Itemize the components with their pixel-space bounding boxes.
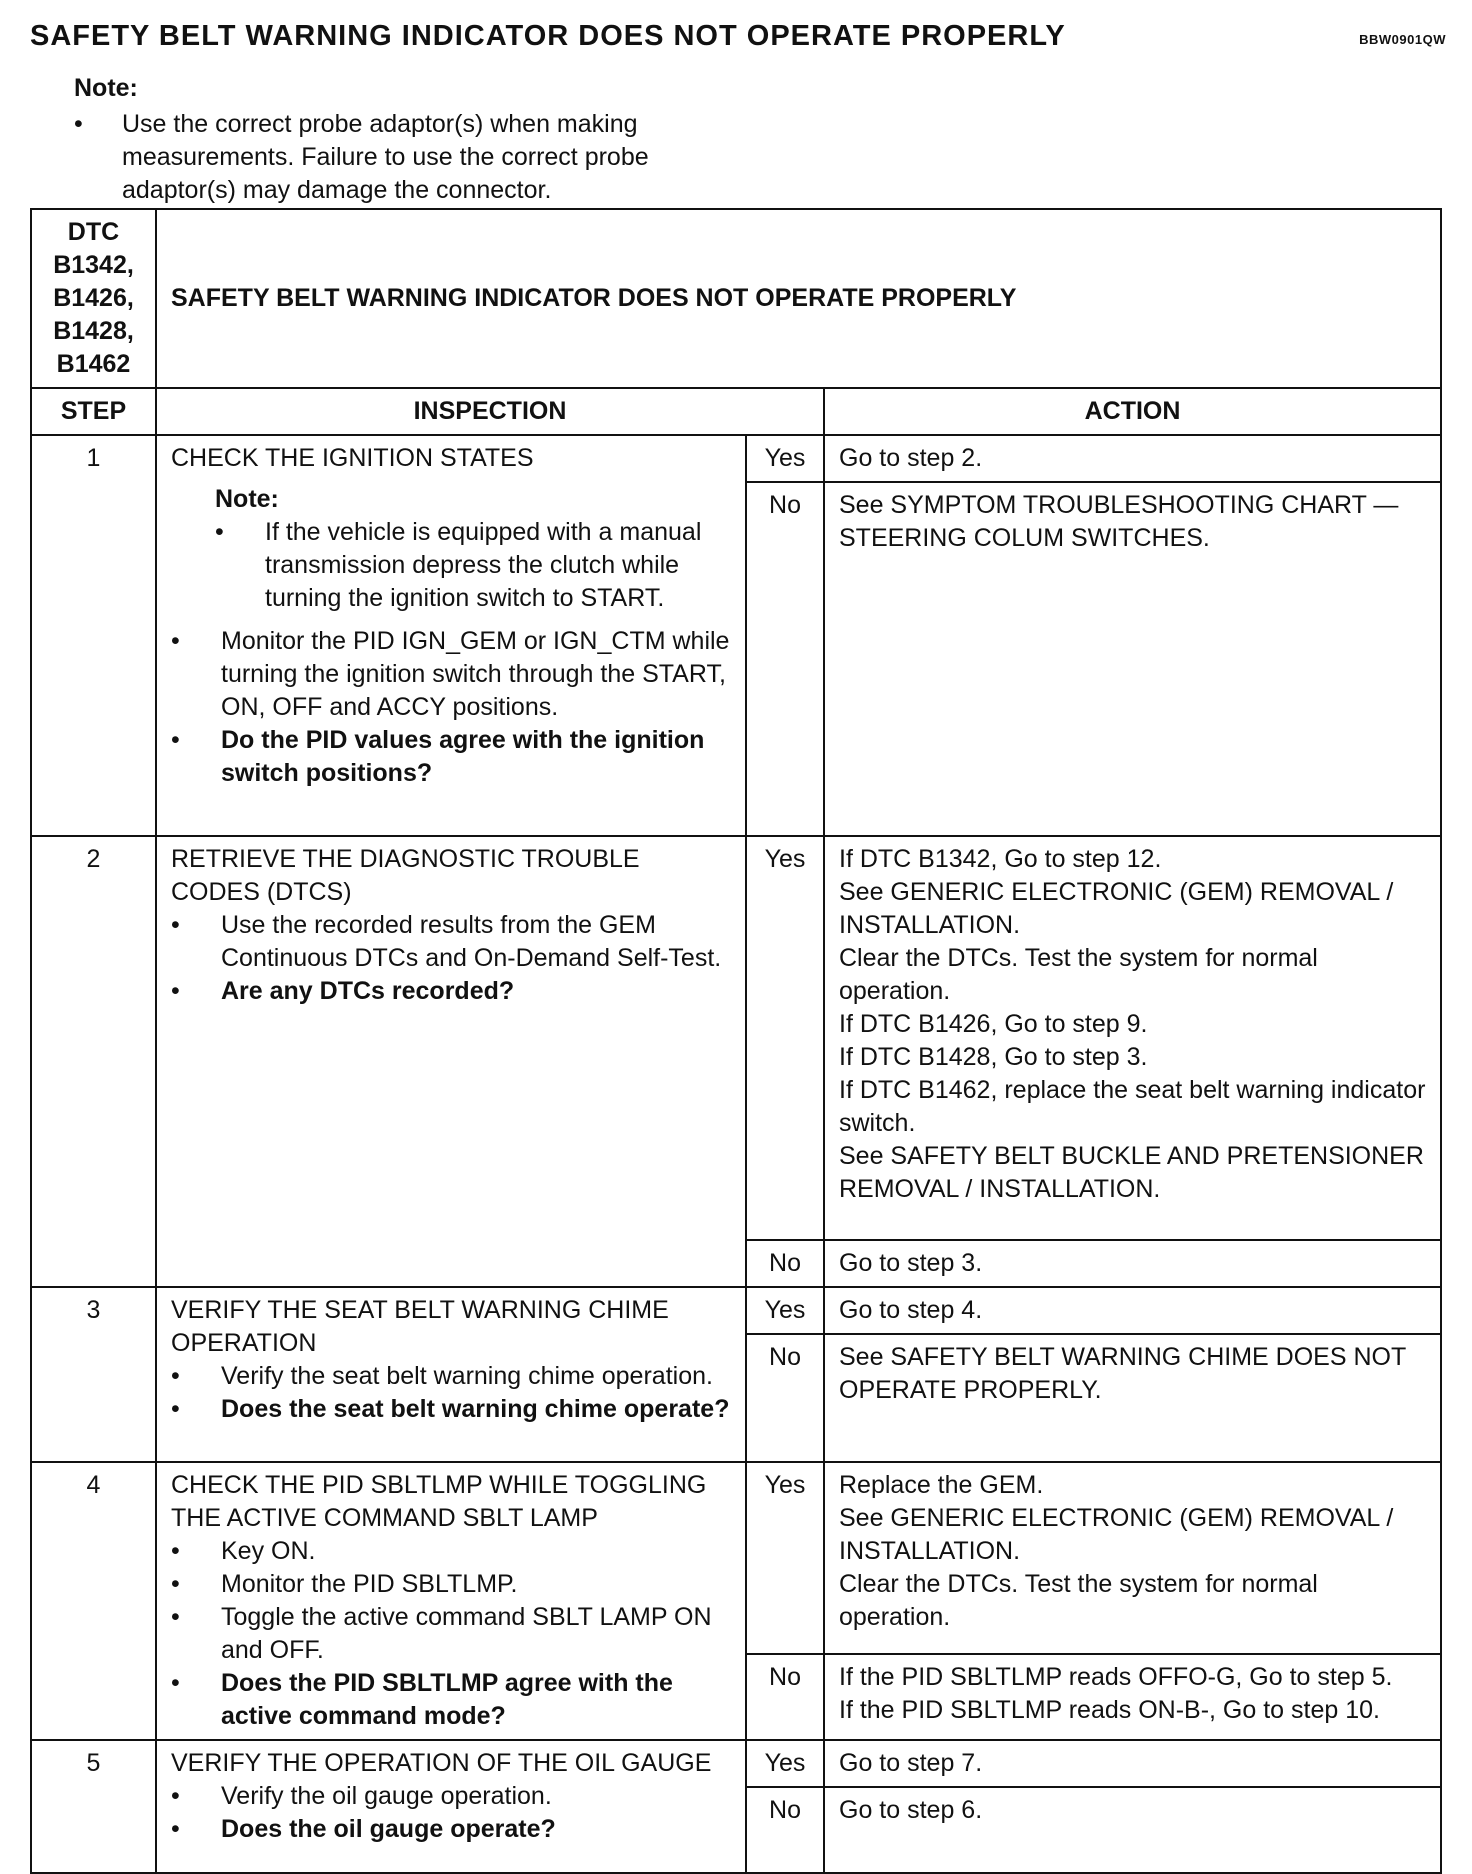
- step-question: Are any DTCs recorded?: [221, 977, 515, 1005]
- step-bullet: Monitor the PID SBLTLMP.: [221, 1570, 518, 1598]
- step-note-label: Note:: [215, 485, 279, 513]
- dtc-header-row: [31, 209, 1441, 388]
- step-number: 5: [31, 1740, 156, 1873]
- action-line: Clear the DTCs. Test the system for normal operation.: [839, 1570, 1318, 1631]
- bullet-icon: •: [171, 1395, 180, 1423]
- step-note: [171, 483, 731, 615]
- step-number: 2: [31, 836, 156, 1287]
- action-line: If DTC B1462, replace the seat belt warning indicator switch.: [839, 1076, 1426, 1137]
- action-line: See SAFETY BELT BUCKLE AND PRETENSIONER REMOVAL / INSTALLATION.: [839, 1142, 1424, 1203]
- note-text: Use the correct probe adaptor(s) when making measurements. Failure to use the correct probe adaptor(s) may damage the connector.: [122, 110, 649, 204]
- step-bullet: Key ON.: [221, 1537, 316, 1565]
- yes-label: Yes: [746, 435, 824, 482]
- table-row: [31, 836, 1441, 1240]
- step-bullet: Verify the oil gauge operation.: [221, 1782, 552, 1810]
- step-number: 3: [31, 1287, 156, 1462]
- col-inspection: INSPECTION: [156, 388, 824, 435]
- bullet-icon: •: [171, 1669, 180, 1697]
- yes-action: [824, 1462, 1441, 1654]
- step-bullet: Verify the seat belt warning chime operation.: [221, 1362, 713, 1390]
- step-title: CHECK THE IGNITION STATES: [171, 444, 534, 472]
- no-action: See SAFETY BELT WARNING CHIME DOES NOT OPERATE PROPERLY.: [824, 1334, 1441, 1462]
- diagnostic-table: [30, 208, 1442, 1874]
- step-bullet: Monitor the PID IGN_GEM or IGN_CTM while turning the ignition switch through the START, ON, OFF and ACCY positions.: [221, 627, 730, 721]
- step-bullet: Use the recorded results from the GEM Continuous DTCs and On-Demand Self-Test.: [221, 911, 722, 972]
- step-title: RETRIEVE THE DIAGNOSTIC TROUBLE CODES (DTCS): [171, 845, 640, 906]
- column-header-row: [31, 388, 1441, 435]
- yes-action: Go to step 7.: [824, 1740, 1441, 1787]
- action-line: See GENERIC ELECTRONIC (GEM) REMOVAL / INSTALLATION.: [839, 1504, 1394, 1565]
- action-line: Clear the DTCs. Test the system for normal operation.: [839, 944, 1318, 1005]
- bullet-icon: •: [171, 911, 180, 939]
- dtc-title: SAFETY BELT WARNING INDICATOR DOES NOT OPERATE PROPERLY: [156, 209, 1441, 388]
- action-line: If DTC B1342, Go to step 12.: [839, 845, 1162, 873]
- bullet-icon: •: [171, 1603, 180, 1631]
- action-line: See GENERIC ELECTRONIC (GEM) REMOVAL / INSTALLATION.: [839, 878, 1394, 939]
- bullet-icon: •: [215, 518, 224, 546]
- table-row: [31, 1462, 1441, 1654]
- bullet-icon: •: [171, 977, 180, 1005]
- note-bullet: [74, 108, 754, 207]
- no-action: Go to step 3.: [824, 1240, 1441, 1287]
- yes-label: Yes: [746, 1287, 824, 1334]
- note-label: Note:: [74, 74, 138, 102]
- no-label: No: [746, 1334, 824, 1462]
- action-line: If DTC B1426, Go to step 9.: [839, 1010, 1148, 1038]
- bullet-icon: •: [171, 627, 180, 655]
- action-line: If the PID SBLTLMP reads OFFO-G, Go to step 5.: [839, 1663, 1393, 1692]
- action-line: Replace the GEM.: [839, 1471, 1044, 1499]
- yes-label: Yes: [746, 1740, 824, 1787]
- page-title: SAFETY BELT WARNING INDICATOR DOES NOT OPERATE PROPERLY: [30, 20, 1066, 52]
- step-question: Does the oil gauge operate?: [221, 1815, 556, 1843]
- bullet-icon: •: [171, 726, 180, 754]
- step-inspection: [156, 1287, 746, 1462]
- step-inspection: [156, 1740, 746, 1873]
- step-note-text: If the vehicle is equipped with a manual transmission depress the clutch while turning the ignition switch to START.: [265, 518, 702, 612]
- step-inspection: [156, 1462, 746, 1740]
- col-action: ACTION: [824, 388, 1441, 435]
- step-number: 4: [31, 1462, 156, 1740]
- dtc-codes: [31, 209, 156, 388]
- yes-label: Yes: [746, 836, 824, 1240]
- step-question: Does the PID SBLTLMP agree with the active command mode?: [221, 1669, 673, 1730]
- step-question: Do the PID values agree with the ignition switch positions?: [221, 726, 705, 787]
- document-code: BBW0901QW: [1359, 32, 1446, 47]
- step-number: 1: [31, 435, 156, 836]
- step-question: Does the seat belt warning chime operate?: [221, 1395, 730, 1423]
- bullet-icon: •: [171, 1782, 180, 1810]
- table-row: [31, 1287, 1441, 1334]
- yes-action: Go to step 4.: [824, 1287, 1441, 1334]
- yes-label: Yes: [746, 1462, 824, 1654]
- step-title: CHECK THE PID SBLTLMP WHILE TOGGLING THE ACTIVE COMMAND SBLT LAMP: [171, 1471, 707, 1532]
- bullet-icon: •: [74, 110, 83, 138]
- no-label: No: [746, 1654, 824, 1740]
- bullet-icon: •: [171, 1815, 180, 1843]
- step-title: VERIFY THE SEAT BELT WARNING CHIME OPERATION: [171, 1296, 669, 1357]
- step-bullet: Toggle the active command SBLT LAMP ON and OFF.: [221, 1603, 712, 1664]
- action-line: If the PID SBLTLMP reads ON-B-, Go to step 10.: [839, 1696, 1380, 1725]
- table-row: [31, 1740, 1441, 1787]
- yes-action: Go to step 2.: [824, 435, 1441, 482]
- step-title: VERIFY THE OPERATION OF THE OIL GAUGE: [171, 1749, 712, 1777]
- bullet-icon: •: [171, 1570, 180, 1598]
- no-label: No: [746, 1787, 824, 1873]
- no-label: No: [746, 482, 824, 836]
- dtc-codes-text: DTC B1342, B1426, B1428, B1462: [53, 218, 134, 378]
- step-inspection: [156, 435, 746, 836]
- table-row: [31, 435, 1441, 482]
- no-action: See SYMPTOM TROUBLESHOOTING CHART — STEERING COLUM SWITCHES.: [824, 482, 1441, 836]
- bullet-icon: •: [171, 1362, 180, 1390]
- no-label: No: [746, 1240, 824, 1287]
- action-line: If DTC B1428, Go to step 3.: [839, 1043, 1148, 1071]
- bullet-icon: •: [171, 1537, 180, 1565]
- col-step: STEP: [31, 388, 156, 435]
- no-action: [824, 1654, 1441, 1740]
- no-action: Go to step 6.: [824, 1787, 1441, 1873]
- step-inspection: [156, 836, 746, 1287]
- yes-action: [824, 836, 1441, 1240]
